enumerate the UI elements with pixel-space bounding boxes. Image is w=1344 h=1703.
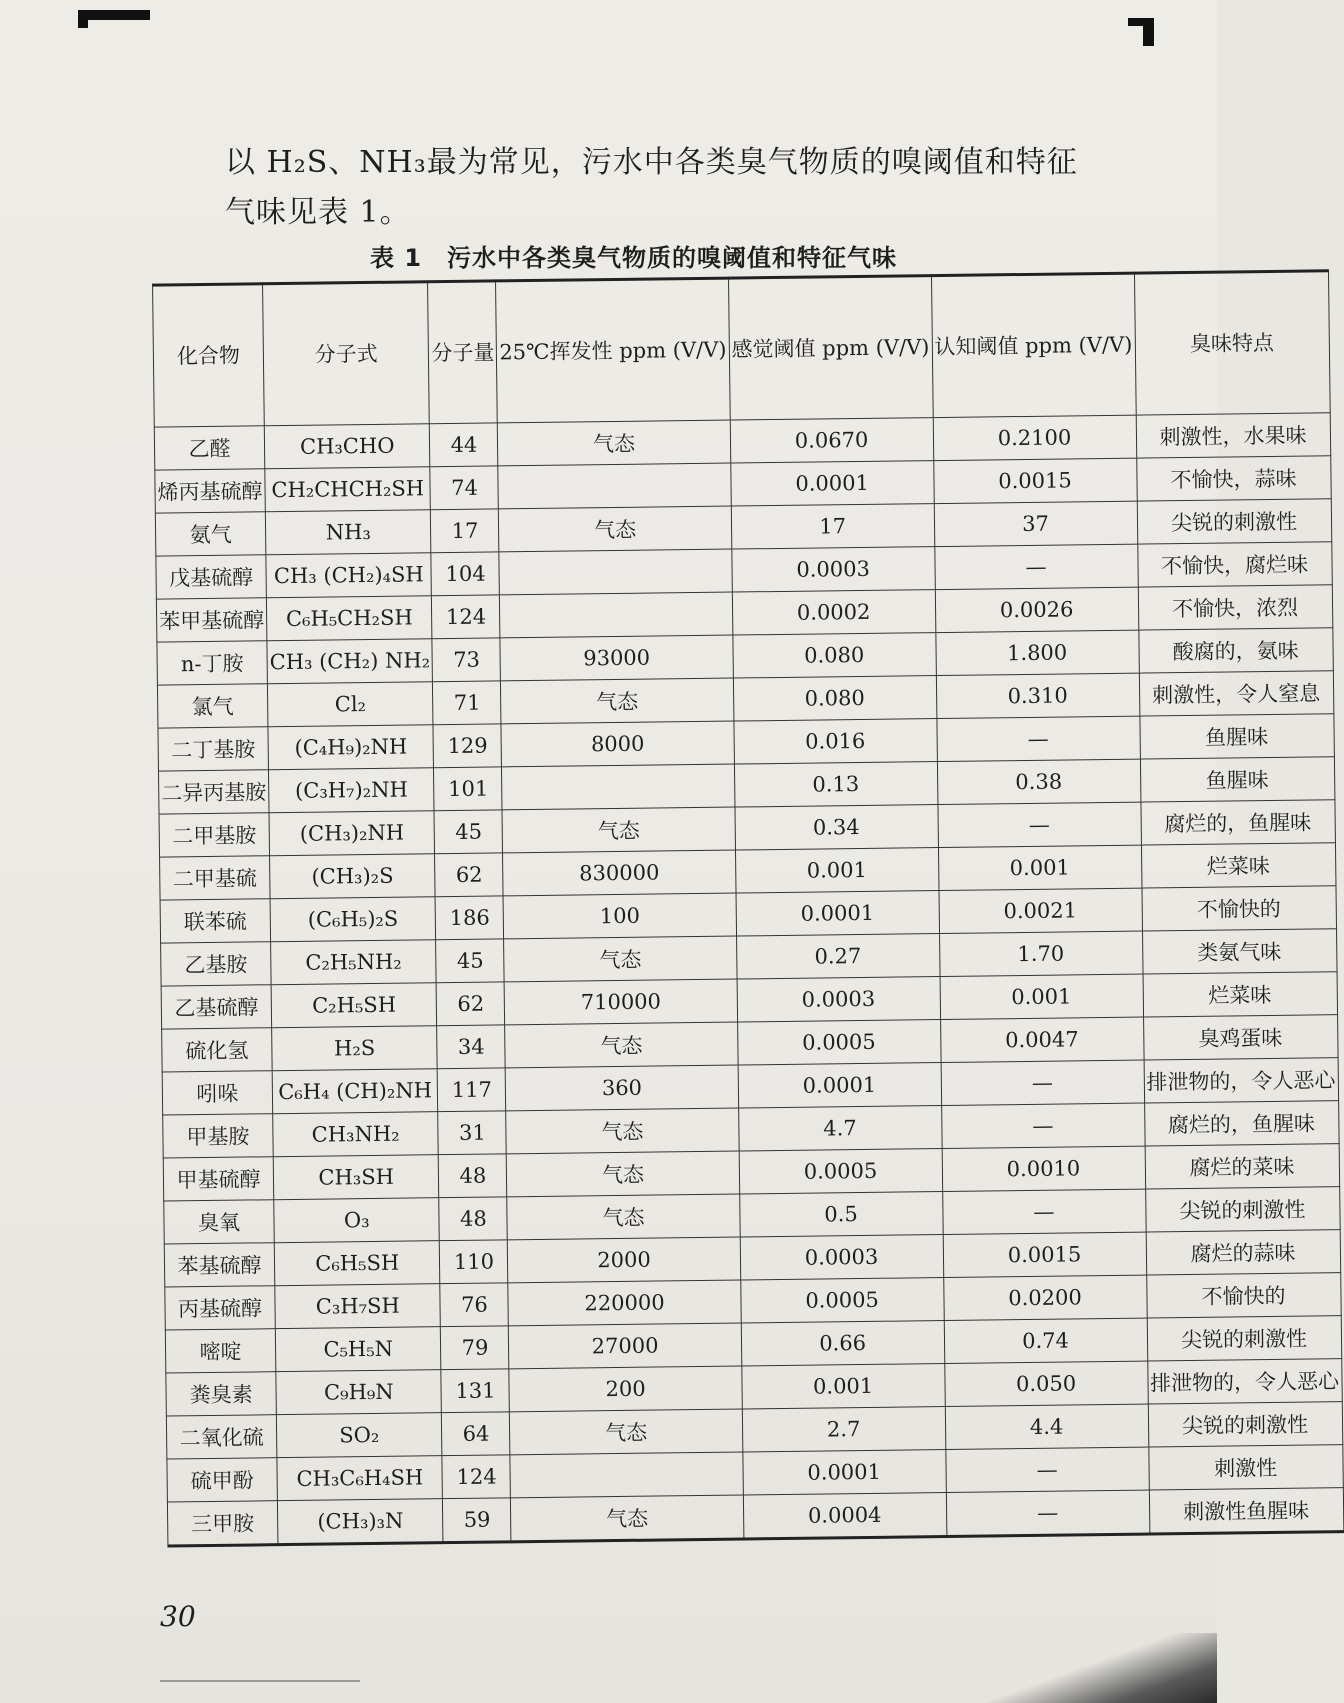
cell-volatility: 气态 [511, 1495, 744, 1542]
cell-odor-character: 排泄物的，令人恶心 [1144, 1058, 1339, 1103]
cell-volatility [510, 1452, 743, 1498]
cell-compound: 二甲基胺 [159, 813, 270, 857]
cell-molecular-weight: 117 [438, 1068, 507, 1112]
header-odor-character: 臭味特点 [1134, 271, 1330, 415]
cell-compound: 烯丙基硫醇 [155, 469, 266, 513]
cell-formula: CH₃CHO [264, 424, 430, 469]
cell-molecular-weight: 71 [433, 681, 502, 725]
cell-volatility [502, 764, 735, 810]
cell-molecular-weight: 74 [430, 466, 499, 510]
cell-formula: (CH₃)₂S [270, 854, 436, 899]
cell-detection-threshold: 0.0005 [740, 1278, 943, 1323]
cell-odor-character: 刺激性 [1148, 1445, 1343, 1490]
cell-volatility [498, 463, 731, 509]
cell-formula: (C₆H₅)₂S [270, 897, 436, 942]
cell-odor-character: 刺激性，令人窒息 [1139, 671, 1334, 716]
cell-recognition-threshold: 0.001 [940, 974, 1143, 1019]
header-recognition-threshold: 认知阈值 ppm (V/V) [931, 273, 1136, 417]
cell-detection-threshold: 2.7 [742, 1407, 945, 1452]
cell-detection-threshold: 0.0670 [730, 418, 933, 463]
cell-compound: 三甲胺 [167, 1501, 278, 1546]
cell-detection-threshold: 0.0002 [732, 590, 935, 635]
cell-detection-threshold: 0.016 [734, 719, 937, 764]
cell-compound: 吲哚 [162, 1071, 273, 1115]
cell-volatility: 气态 [506, 1108, 739, 1154]
cell-compound: 硫化氢 [162, 1028, 273, 1072]
cell-odor-character: 腐烂的蒜味 [1146, 1230, 1341, 1275]
cell-recognition-threshold: — [936, 716, 1139, 761]
cell-compound: 硫甲酚 [167, 1458, 278, 1502]
cell-recognition-threshold: — [945, 1447, 1148, 1492]
cell-formula: SO₂ [276, 1413, 442, 1458]
cell-formula: H₂S [272, 1026, 438, 1071]
cell-formula: CH₃C₆H₄SH [277, 1456, 443, 1501]
cell-volatility: 气态 [507, 1194, 740, 1240]
cell-detection-threshold: 0.0001 [738, 1063, 941, 1108]
cell-compound: 戊基硫醇 [156, 555, 267, 599]
cell-compound: 嘧啶 [165, 1329, 276, 1373]
cell-recognition-threshold: 0.0026 [935, 587, 1138, 632]
odor-table-wrapper [152, 272, 1340, 1547]
cell-detection-threshold: 0.080 [732, 633, 935, 678]
cell-molecular-weight: 45 [436, 939, 505, 983]
cell-molecular-weight: 110 [440, 1240, 509, 1284]
cell-detection-threshold: 0.080 [733, 676, 936, 721]
cell-molecular-weight: 17 [431, 509, 500, 553]
cell-compound: 甲基硫醇 [163, 1157, 274, 1201]
cell-odor-character: 不愉快，蒜味 [1136, 456, 1331, 501]
cell-detection-threshold: 0.13 [734, 762, 937, 807]
cell-odor-character: 刺激性鱼腥味 [1149, 1488, 1344, 1534]
cell-odor-character: 腐烂的，鱼腥味 [1140, 800, 1335, 845]
cell-formula: C₆H₅CH₂SH [266, 596, 432, 641]
cell-formula: CH₃SH [273, 1155, 439, 1200]
cell-volatility: 8000 [501, 721, 734, 767]
cell-recognition-threshold: 4.4 [945, 1404, 1148, 1449]
cell-formula: NH₃ [265, 510, 431, 555]
table-header-row [153, 271, 1330, 427]
cell-molecular-weight: 34 [437, 1025, 506, 1069]
cell-detection-threshold: 0.0005 [739, 1149, 942, 1194]
cell-recognition-threshold: 37 [934, 501, 1137, 546]
cell-volatility: 气态 [498, 420, 731, 466]
intro-paragraph [225, 138, 1105, 238]
cell-volatility: 气态 [505, 1022, 738, 1068]
cell-molecular-weight: 73 [432, 638, 501, 682]
cell-formula: O₃ [274, 1198, 440, 1243]
cell-odor-character: 鱼腥味 [1139, 714, 1334, 759]
cell-volatility: 360 [506, 1065, 739, 1111]
cell-odor-character: 腐烂的，鱼腥味 [1144, 1101, 1339, 1146]
table-caption: 表 1 污水中各类臭气物质的嗅阈值和特征气味 [370, 244, 898, 272]
cell-formula: (CH₃)₂NH [269, 811, 435, 856]
header-volatility: 25℃挥发性 ppm (V/V) [496, 278, 730, 423]
cell-recognition-threshold: — [934, 544, 1137, 589]
cell-molecular-weight: 59 [443, 1498, 512, 1543]
cell-odor-character: 刺激性，水果味 [1136, 413, 1331, 458]
cell-recognition-threshold: 0.0015 [933, 458, 1136, 503]
cell-odor-character: 酸腐的，氨味 [1138, 628, 1333, 673]
cell-detection-threshold: 0.0003 [731, 547, 934, 592]
cell-detection-threshold: 0.001 [741, 1364, 944, 1409]
cell-volatility [500, 592, 733, 638]
cell-compound: 粪臭素 [166, 1372, 277, 1416]
cell-volatility: 27000 [509, 1323, 742, 1369]
cell-recognition-threshold: 0.0021 [939, 888, 1142, 933]
odor-threshold-table [152, 269, 1344, 1547]
cell-detection-threshold: 0.5 [739, 1192, 942, 1237]
cell-odor-character: 臭鸡蛋味 [1143, 1015, 1338, 1060]
cell-recognition-threshold: — [942, 1189, 1145, 1234]
cell-compound: 氨气 [155, 512, 266, 556]
cell-volatility: 2000 [508, 1237, 741, 1283]
cell-volatility: 93000 [500, 635, 733, 681]
header-compound: 化合物 [153, 284, 265, 427]
cell-molecular-weight: 131 [441, 1369, 510, 1413]
cell-volatility: 100 [503, 893, 736, 939]
cell-molecular-weight: 44 [430, 423, 499, 467]
cell-molecular-weight: 79 [441, 1326, 510, 1370]
header-detection-threshold: 感觉阈值 ppm (V/V) [728, 276, 933, 420]
cell-detection-threshold: 0.66 [741, 1321, 944, 1366]
cell-recognition-threshold: 0.0200 [943, 1275, 1146, 1320]
cell-recognition-threshold: 0.2100 [933, 415, 1136, 460]
cell-volatility: 200 [509, 1366, 742, 1412]
cell-recognition-threshold: 0.050 [944, 1361, 1147, 1406]
cell-recognition-threshold: 0.001 [938, 845, 1141, 890]
cell-molecular-weight: 64 [442, 1412, 511, 1456]
cell-molecular-weight: 62 [437, 982, 506, 1026]
cell-odor-character: 尖锐的刺激性 [1137, 499, 1332, 544]
cell-detection-threshold: 17 [731, 504, 934, 549]
cell-volatility: 830000 [503, 850, 736, 896]
cell-detection-threshold: 0.0004 [743, 1493, 946, 1539]
cell-volatility: 气态 [502, 807, 735, 853]
cell-compound: n-丁胺 [157, 641, 268, 685]
cell-molecular-weight: 101 [434, 767, 503, 811]
table-body [154, 413, 1343, 1546]
cell-compound: 乙基硫醇 [161, 985, 272, 1029]
header-molecular-weight: 分子量 [428, 281, 498, 424]
intro-line-2: 气味见表 1。 [225, 195, 411, 230]
cell-recognition-threshold: 0.74 [944, 1318, 1147, 1363]
cell-detection-threshold: 0.0001 [742, 1450, 945, 1495]
cell-volatility: 220000 [508, 1280, 741, 1326]
cell-odor-character: 不愉快的 [1146, 1273, 1341, 1318]
cell-odor-character: 烂菜味 [1141, 843, 1336, 888]
cell-formula: C₆H₅SH [274, 1241, 440, 1286]
cell-odor-character: 烂菜味 [1143, 972, 1338, 1017]
cell-odor-character: 腐烂的菜味 [1145, 1144, 1340, 1189]
cell-formula: (C₃H₇)₂NH [268, 768, 434, 813]
cell-compound: 苯甲基硫醇 [156, 598, 267, 642]
cell-volatility: 气态 [507, 1151, 740, 1197]
cell-detection-threshold: 0.27 [736, 934, 939, 979]
cell-formula: C₃H₇SH [275, 1284, 441, 1329]
cell-formula: CH₃NH₂ [273, 1112, 439, 1157]
cell-compound: 联苯硫 [160, 899, 271, 943]
cell-volatility: 气态 [504, 936, 737, 982]
cell-recognition-threshold: — [946, 1490, 1149, 1536]
cell-molecular-weight: 48 [439, 1154, 508, 1198]
cell-recognition-threshold: — [941, 1060, 1144, 1105]
cell-formula: C₂H₅NH₂ [271, 940, 437, 985]
header-formula: 分子式 [263, 282, 430, 426]
cell-detection-threshold: 4.7 [738, 1106, 941, 1151]
cell-compound: 臭氧 [164, 1200, 275, 1244]
cell-formula: CH₂CHCH₂SH [265, 467, 431, 512]
cell-formula: C₉H₉N [276, 1370, 442, 1415]
cell-detection-threshold: 0.0001 [730, 461, 933, 506]
cell-detection-threshold: 0.34 [735, 805, 938, 850]
cell-compound: 二甲基硫 [160, 856, 271, 900]
cell-molecular-weight: 124 [432, 595, 501, 639]
cell-molecular-weight: 104 [431, 552, 500, 596]
cell-formula: CH₃ (CH₂)₄SH [266, 553, 432, 598]
cell-volatility: 气态 [501, 678, 734, 724]
cell-detection-threshold: 0.0003 [737, 977, 940, 1022]
intro-line-1: 以 H₂S、NH₃最为常见，污水中各类臭气物质的嗅阈值和特征 [225, 145, 1078, 180]
cell-detection-threshold: 0.0001 [736, 891, 939, 936]
cell-compound: 甲基胺 [163, 1114, 274, 1158]
cell-compound: 二氧化硫 [166, 1415, 277, 1459]
cell-volatility: 710000 [505, 979, 738, 1025]
cell-odor-character: 不愉快的 [1142, 886, 1337, 931]
cell-detection-threshold: 0.0005 [737, 1020, 940, 1065]
cell-compound: 苯基硫醇 [164, 1243, 275, 1287]
cell-molecular-weight: 31 [438, 1111, 507, 1155]
cell-molecular-weight: 45 [434, 810, 503, 854]
cell-compound: 乙基胺 [161, 942, 272, 986]
page-edge-shadow [887, 1633, 1217, 1703]
crop-mark-top-left [78, 10, 150, 20]
cell-volatility [499, 549, 732, 595]
cell-recognition-threshold: 0.310 [936, 673, 1139, 718]
cell-recognition-threshold: 1.800 [935, 630, 1138, 675]
cell-compound: 二异丙基胺 [158, 770, 269, 814]
cell-molecular-weight: 129 [433, 724, 502, 768]
crop-mark-top-left-vertical [78, 10, 88, 28]
cell-compound: 丙基硫醇 [165, 1286, 276, 1330]
cell-recognition-threshold: 0.0010 [942, 1146, 1145, 1191]
cell-molecular-weight: 186 [435, 896, 504, 940]
cell-recognition-threshold: 0.0047 [940, 1017, 1143, 1062]
cell-odor-character: 尖锐的刺激性 [1148, 1402, 1343, 1447]
cell-detection-threshold: 0.0003 [740, 1235, 943, 1280]
cell-molecular-weight: 124 [442, 1455, 511, 1499]
cell-compound: 氯气 [157, 684, 268, 728]
cell-recognition-threshold: 0.38 [937, 759, 1140, 804]
cell-molecular-weight: 62 [435, 853, 504, 897]
cell-odor-character: 不愉快，浓烈 [1138, 585, 1333, 630]
cell-compound: 二丁基胺 [158, 727, 269, 771]
cell-odor-character: 鱼腥味 [1140, 757, 1335, 802]
cell-formula: CH₃ (CH₂) NH₂ [267, 639, 433, 684]
cell-recognition-threshold: 0.0015 [943, 1232, 1146, 1277]
cell-volatility: 气态 [499, 506, 732, 552]
cell-formula: C₂H₅SH [271, 983, 437, 1028]
cell-formula: (C₄H₉)₂NH [268, 725, 434, 770]
cell-molecular-weight: 76 [440, 1283, 509, 1327]
crop-mark-top-right-horizontal [1128, 18, 1154, 26]
cell-odor-character: 尖锐的刺激性 [1147, 1316, 1342, 1361]
cell-recognition-threshold: — [941, 1103, 1144, 1148]
cell-compound: 乙醛 [154, 426, 265, 470]
cell-odor-character: 类氨气味 [1142, 929, 1337, 974]
cell-formula: C₆H₄ (CH)₂NH [272, 1069, 438, 1114]
cell-formula: (CH₃)₃N [277, 1499, 443, 1545]
cell-volatility: 气态 [510, 1409, 743, 1455]
cell-odor-character: 排泄物的，令人恶心 [1147, 1359, 1342, 1404]
cell-odor-character: 尖锐的刺激性 [1145, 1187, 1340, 1232]
footer-rule [160, 1680, 360, 1682]
cell-molecular-weight: 48 [439, 1197, 508, 1241]
cell-recognition-threshold: 1.70 [939, 931, 1142, 976]
cell-formula: C₅H₅N [275, 1327, 441, 1372]
cell-odor-character: 不愉快，腐烂味 [1137, 542, 1332, 587]
cell-formula: Cl₂ [267, 682, 433, 727]
cell-recognition-threshold: — [938, 802, 1141, 847]
cell-detection-threshold: 0.001 [735, 848, 938, 893]
page-number: 30 [160, 1600, 196, 1633]
